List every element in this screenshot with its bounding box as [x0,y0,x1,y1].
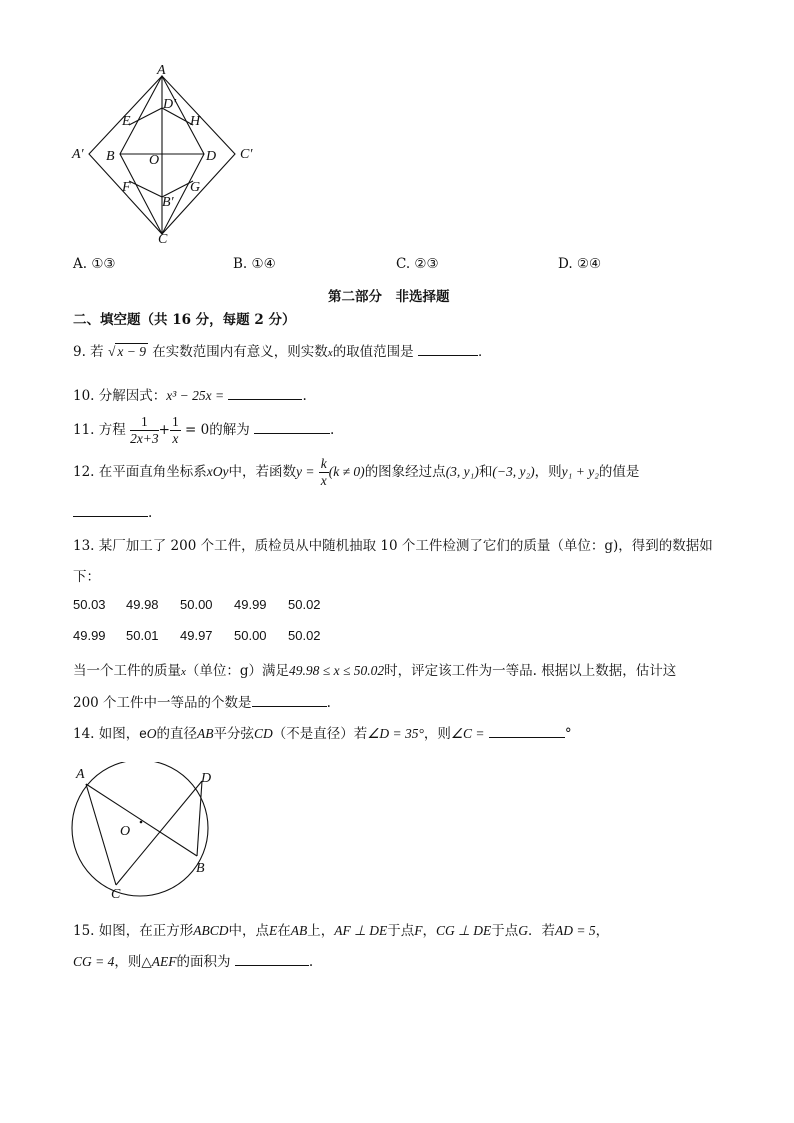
data-value: 49.99 [234,597,267,612]
question-13-line3: 当一个工件的质量x（单位：g）满足49.98 ≤ x ≤ 50.02时，评定该工件为一等品. 根据以上数据，估计这 [73,663,677,679]
question-10: 10. 分解因式：x³ − 25x = . [73,384,307,404]
question-13-line2: 下： [73,569,100,585]
option-a[interactable]: A. ①③ [73,256,116,272]
answer-blank-14[interactable] [489,723,565,738]
label-H: H [190,114,201,129]
data-value: 50.00 [234,628,267,643]
option-b[interactable]: B. ①④ [233,256,276,272]
label-C: C [158,232,168,247]
label-D-prime: D′ [163,97,177,112]
label-O: O [120,824,131,839]
label-A: A [76,767,85,782]
question-15-line2: CG = 4，则△AEF的面积为 . [73,950,313,970]
fraction-1: $\frac{1}{2x+3}$ [130,414,159,446]
answer-blank-15[interactable] [235,951,309,966]
data-value: 50.02 [288,628,321,643]
answer-blank-12[interactable] [73,502,148,517]
question-13-line4: 200 个工件中一等品的个数是 . [73,691,331,711]
label-A: A [157,63,166,78]
label-B: B [196,861,205,876]
sqrt-expression: √ x − 9 [107,344,146,359]
label-D: D [206,149,217,164]
label-E: E [122,114,131,129]
label-C-prime: C′ [240,147,253,162]
label-A-prime: A′ [72,147,84,162]
circle-figure [66,762,226,904]
data-value: 50.02 [288,597,321,612]
data-value: 49.98 [126,597,159,612]
rhombus-figure [66,62,266,247]
data-value: 49.99 [73,628,106,643]
label-D: D [201,771,212,786]
label-G: G [190,180,201,195]
question-11: 11. 方程 $\frac{1}{2x+3}$ + $\frac{1}{x}$ = 0的解为 . [73,414,335,446]
question-12-answer: . [73,502,152,521]
option-d[interactable]: D. ②④ [558,256,602,272]
answer-blank-10[interactable] [228,385,302,400]
label-F: F [122,180,131,195]
answer-blank-9[interactable] [418,341,478,356]
part-title: 第二部分 非选择题 [328,289,450,305]
question-12: 12. 在平面直角坐标系xOy中，若函数y = $\frac{k}{x}$ (k ≠ 0)的图象经过点(3, y₁)和(−3, y₂)，则y₁ + y₂的值是 [73,456,640,488]
label-B: B [106,149,115,164]
option-c[interactable]: C. ②③ [396,256,439,272]
fraction-2: $\frac{1}{x}$ [171,414,179,446]
question-9: 9. 若 √ x − 9 在实数范围内有意义，则实数x的取值范围是 ． [73,340,491,360]
section-title: 二、填空题（共 16 分，每题 2 分） [73,312,296,328]
data-value: 50.03 [73,597,106,612]
question-14: 14. 如图，eO的直径AB平分弦CD（不是直径）若∠D = 35°，则∠C = ° [73,722,572,742]
label-O: O [149,153,160,168]
answer-blank-11[interactable] [254,419,330,434]
data-value: 50.00 [180,597,213,612]
data-value: 49.97 [180,628,213,643]
answer-blank-13[interactable] [252,692,327,707]
fraction-k-over-x: $\frac{k}{x}$ [320,456,327,488]
label-B-prime: B′ [162,195,174,210]
label-C: C [111,887,121,902]
data-value: 50.01 [126,628,159,643]
question-13-line1: 13. 某厂加工了 200 个工件，质检员从中随机抽取 10 个工件检测了它们的质量（单位：g)，得到的数据如 [73,538,713,554]
question-15-line1: 15. 如图，在正方形ABCD中，点E在AB上，AF ⊥ DE于点F，CG ⊥ DE于点G．若AD = 5， [73,923,610,939]
